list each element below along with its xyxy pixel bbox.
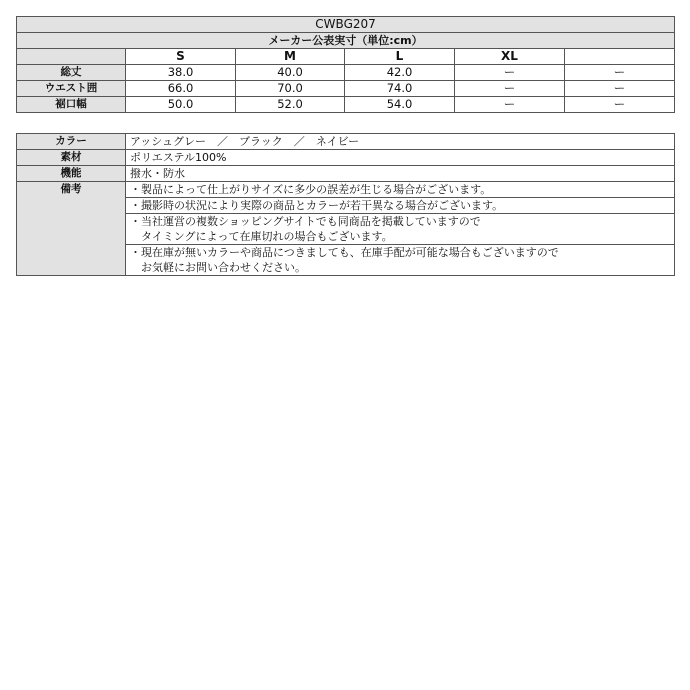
note-line: お気軽にお問い合わせください。 <box>130 261 306 274</box>
value-cell: ー <box>455 97 565 113</box>
table-row <box>17 97 675 113</box>
value-cell: 50.0 <box>126 97 236 113</box>
value-cell: ー <box>565 81 675 97</box>
value-cell: ー <box>565 65 675 81</box>
value-cell: ー <box>455 65 565 81</box>
spec-row-color <box>17 134 675 150</box>
value-cell: ー <box>455 81 565 97</box>
measurement-subtitle: メーカー公表実寸（単位:cm） <box>17 33 675 49</box>
table-row <box>17 81 675 97</box>
value-cell: ー <box>565 97 675 113</box>
spec-label-color: カラー <box>17 134 126 150</box>
row-label-total-length: 総丈 <box>17 65 126 81</box>
value-cell: 42.0 <box>345 65 455 81</box>
spec-label-material: 素材 <box>17 150 126 166</box>
note-line: ・現在庫が無いカラーや商品につきましても、在庫手配が可能な場合もございますので <box>130 246 559 259</box>
spec-label-notes: 備考 <box>17 182 126 276</box>
size-header-xl: XL <box>455 49 565 65</box>
spec-row-note-1 <box>17 182 675 198</box>
note-line: ・当社運営の複数ショッピングサイトでも同商品を掲載していますので <box>130 215 481 228</box>
value-cell: 70.0 <box>236 81 345 97</box>
row-label-waist: ウエスト囲 <box>17 81 126 97</box>
value-cell: 66.0 <box>126 81 236 97</box>
note-item <box>126 214 675 245</box>
size-header-s: S <box>126 49 236 65</box>
spec-row-function <box>17 166 675 182</box>
value-cell: 52.0 <box>236 97 345 113</box>
size-header-row <box>17 49 675 65</box>
spec-table <box>16 133 675 276</box>
spec-label-function: 機能 <box>17 166 126 182</box>
value-cell: 74.0 <box>345 81 455 97</box>
spec-value-color: アッシュグレー ／ ブラック ／ ネイビー <box>126 134 675 150</box>
row-label-hem-width: 裾口幅 <box>17 97 126 113</box>
size-header-m: M <box>236 49 345 65</box>
note-item <box>126 198 675 214</box>
model-number: CWBG207 <box>17 17 675 33</box>
spec-row-material <box>17 150 675 166</box>
value-cell: 54.0 <box>345 97 455 113</box>
size-header-corner <box>17 49 126 65</box>
table-row <box>17 65 675 81</box>
size-table <box>16 16 675 113</box>
note-line: ・製品によって仕上がりサイズに多少の誤差が生じる場合がございます。 <box>130 183 492 196</box>
spec-value-material: ポリエステル100% <box>126 150 675 166</box>
note-line: タイミングによって在庫切れの場合もございます。 <box>130 230 393 243</box>
value-cell: 40.0 <box>236 65 345 81</box>
note-item <box>126 182 675 198</box>
size-header-l: L <box>345 49 455 65</box>
size-header-blank <box>565 49 675 65</box>
value-cell: 38.0 <box>126 65 236 81</box>
note-line: ・撮影時の状況により実際の商品とカラーが若干異なる場合がございます。 <box>130 199 504 212</box>
note-item <box>126 245 675 276</box>
spec-value-function: 撥水・防水 <box>126 166 675 182</box>
